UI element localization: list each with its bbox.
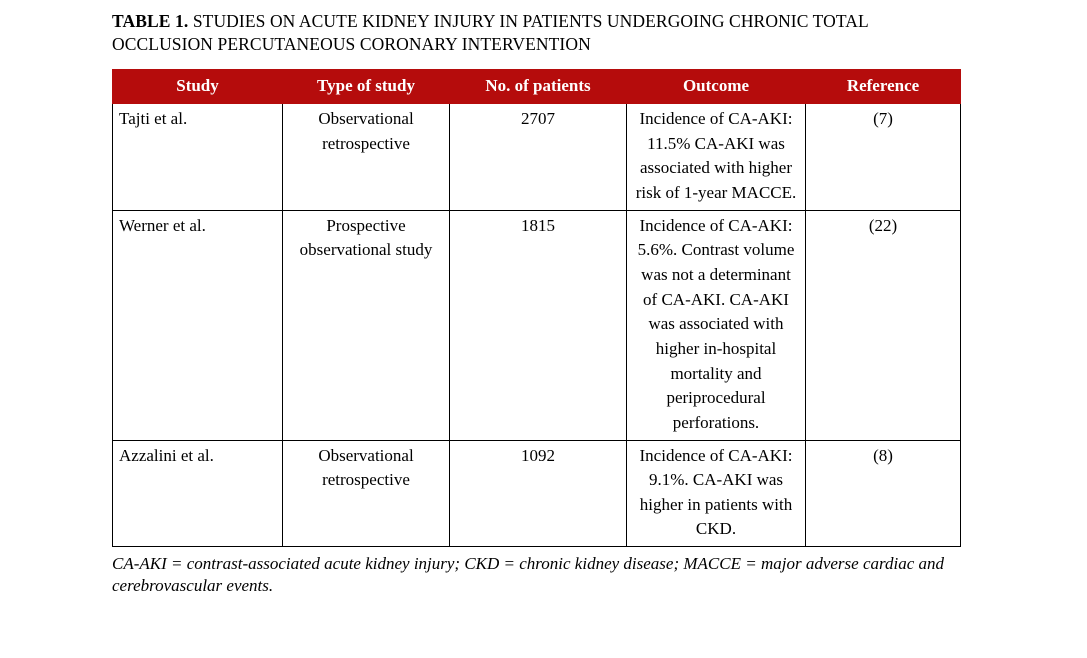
cell-study: Werner et al. bbox=[113, 210, 283, 440]
table-header bbox=[113, 69, 961, 104]
studies-table bbox=[112, 69, 961, 548]
cell-outcome: Incidence of CA-AKI: 5.6%. Contrast volume was not a determinant of CA-AKI. CA-AKI was associated with higher in-hospital mortality and periprocedural perforations. bbox=[627, 210, 806, 440]
caption-label: TABLE 1. bbox=[112, 11, 189, 31]
cell-type-of-study: Prospective observational study bbox=[283, 210, 450, 440]
cell-type-of-study: Observational retrospective bbox=[283, 440, 450, 547]
cell-no-of-patients: 1815 bbox=[450, 210, 627, 440]
cell-type-of-study: Observational retrospective bbox=[283, 104, 450, 211]
cell-reference: (7) bbox=[806, 104, 961, 211]
column-header-type-of-study: Type of study bbox=[283, 69, 450, 104]
caption-text: STUDIES ON ACUTE KIDNEY INJURY IN PATIENTS UNDERGOING CHRONIC TOTAL OCCLUSION PERCUTANEOUS CORONARY INTERVENTION bbox=[112, 11, 869, 55]
table-row bbox=[113, 210, 961, 440]
cell-study: Azzalini et al. bbox=[113, 440, 283, 547]
table-caption bbox=[112, 10, 957, 57]
column-header-reference: Reference bbox=[806, 69, 961, 104]
table-row bbox=[113, 440, 961, 547]
cell-study: Tajti et al. bbox=[113, 104, 283, 211]
column-header-outcome: Outcome bbox=[627, 69, 806, 104]
cell-reference: (8) bbox=[806, 440, 961, 547]
table-body bbox=[113, 104, 961, 547]
cell-reference: (22) bbox=[806, 210, 961, 440]
table-header-row bbox=[113, 69, 961, 104]
table-row bbox=[113, 104, 961, 211]
column-header-no-of-patients: No. of patients bbox=[450, 69, 627, 104]
column-header-study: Study bbox=[113, 69, 283, 104]
table-footnote: CA-AKI = contrast-associated acute kidney injury; CKD = chronic kidney disease; MACCE = major adverse cardiac and cerebrovascular events. bbox=[112, 554, 944, 596]
cell-no-of-patients: 2707 bbox=[450, 104, 627, 211]
cell-outcome: Incidence of CA-AKI: 9.1%. CA-AKI was higher in patients with CKD. bbox=[627, 440, 806, 547]
cell-outcome: Incidence of CA-AKI: 11.5% CA-AKI was associated with higher risk of 1-year MACCE. bbox=[627, 104, 806, 211]
cell-no-of-patients: 1092 bbox=[450, 440, 627, 547]
